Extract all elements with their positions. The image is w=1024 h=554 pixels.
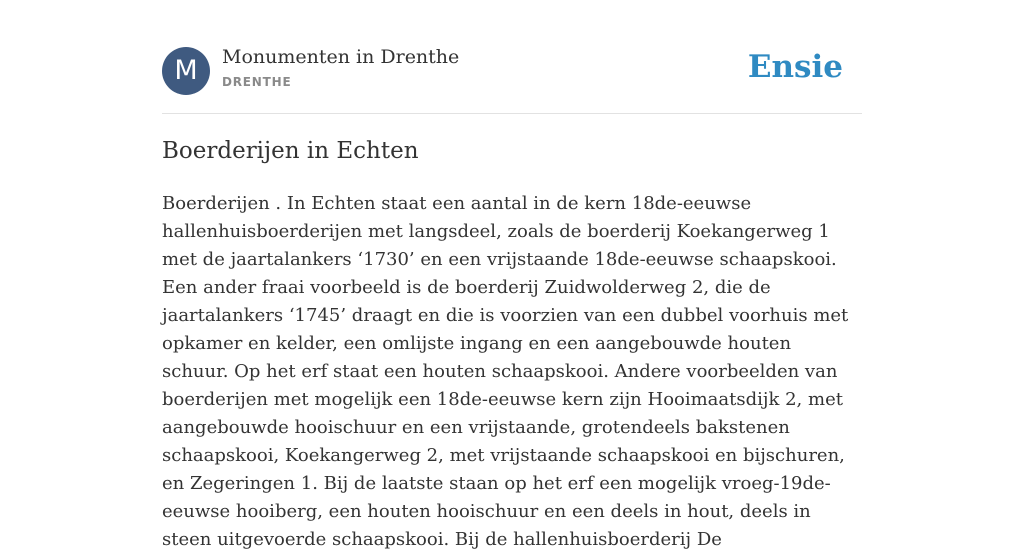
article-title: Boerderijen in Echten bbox=[162, 138, 419, 164]
source-title-link[interactable]: Monumenten in Drenthe bbox=[222, 46, 460, 68]
source-avatar[interactable]: M bbox=[162, 47, 210, 95]
source-category: DRENTHE bbox=[222, 75, 292, 89]
article-body: Boerderijen . In Echten staat een aantal in de kern 18de-eeuwse hallenhuisboerderijen met langsdeel, zoals de boerderij Koekangerweg 1 met de jaartalankers ‘1730’ en een vrijstaande 18de-eeuwse schaapskooi. Een ander fraai voorbeeld is de boerderij Zuidwolderweg 2, die de jaartalankers ‘1745’ draagt en die is voorzien van een dubbel voorhuis met opkamer en kelder, een omlijste ingang en een aangebouwde houten schuur. Op het erf staat een houten schaapskooi. Andere voorbeelden van boerderijen met mogelijk een 18de-eeuwse kern zijn Hooimaatsdijk 2, met aangebouwde hooischuur en een vrijstaande, grotendeels bakstenen schaapskooi, Koekangerweg 2, met vrijstaande schaapskooi en bijschuren, en Zegeringen 1. Bij de laatste staan op het erf een mogelijk vroeg-19de-eeuwse hooiberg, een houten hooischuur en een deels in hout, deels in steen uitgevoerde schaapskooi. Bij de hallenhuisboerderij De bbox=[162, 193, 849, 550]
source-header bbox=[162, 0, 862, 114]
ensie-logo[interactable]: Ensie bbox=[747, 49, 843, 85]
article-container bbox=[162, 0, 862, 550]
